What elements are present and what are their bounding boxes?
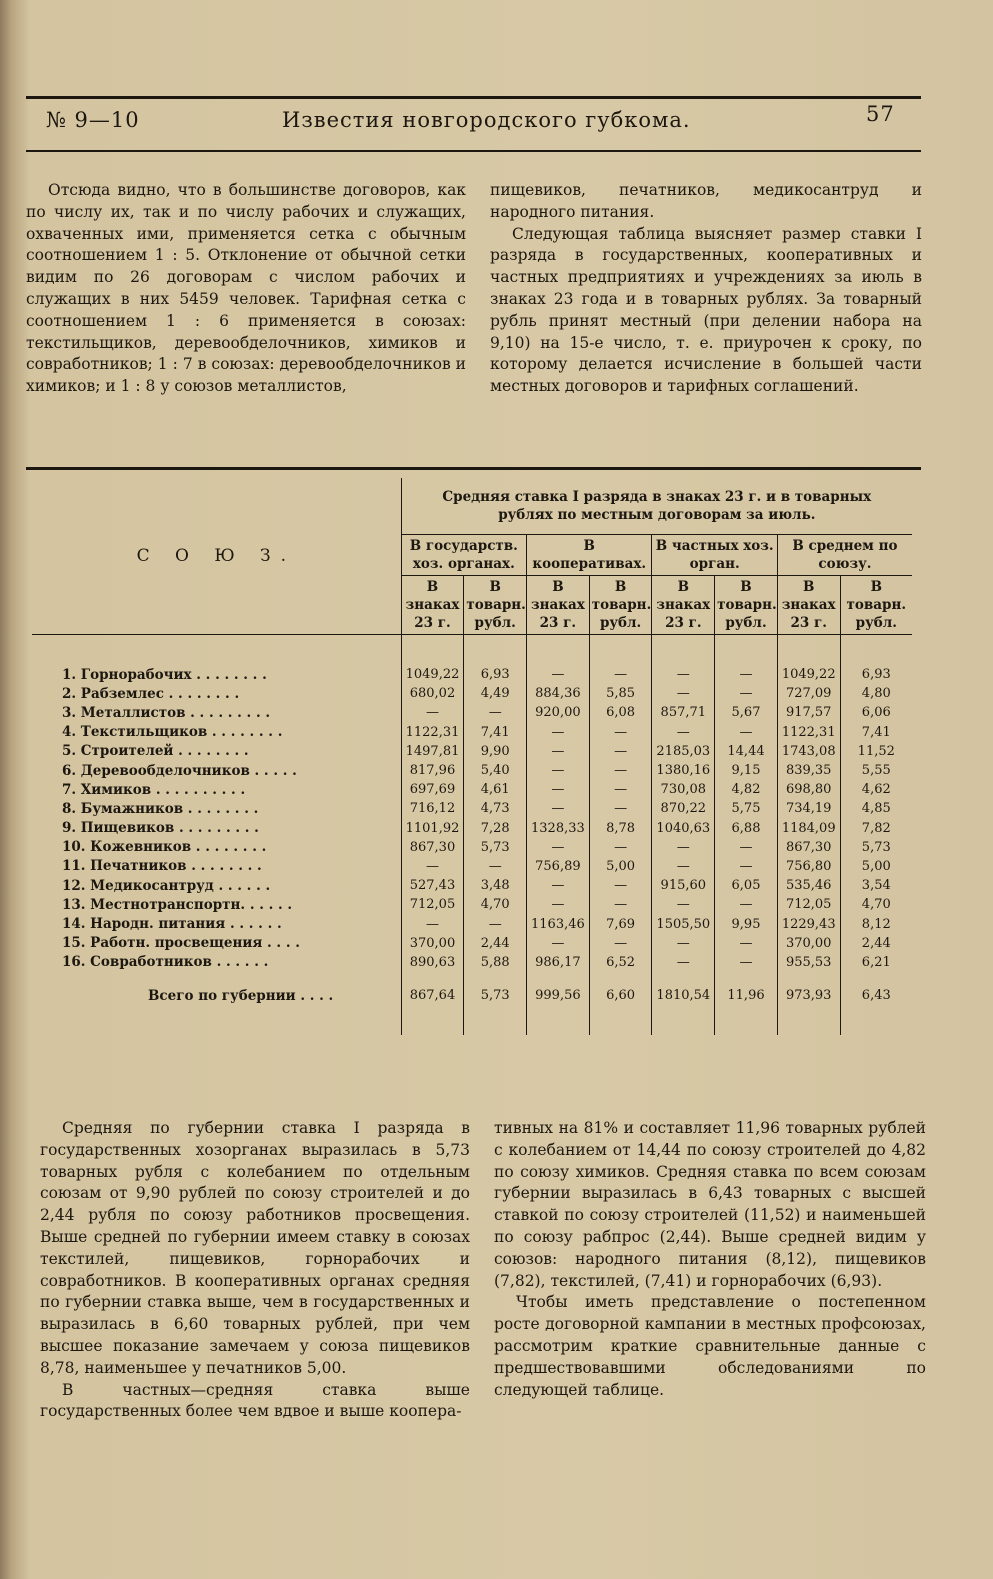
value-cell: —: [527, 799, 590, 818]
value-cell: 857,71: [652, 703, 715, 722]
sub-header-znaki: В знаках 23 г.: [527, 576, 590, 635]
value-cell: 870,22: [652, 799, 715, 818]
bottom-right-column: [494, 1118, 926, 1401]
value-cell: 5,55: [840, 761, 912, 780]
bottom-left-column: [40, 1118, 470, 1423]
value-cell: —: [715, 857, 778, 876]
table-row: [32, 761, 912, 780]
sub-header-rub: В товарн. рубл.: [464, 576, 527, 635]
value-cell: 5,00: [840, 857, 912, 876]
value-cell: 1743,08: [777, 742, 840, 761]
value-cell: 535,46: [777, 876, 840, 895]
value-cell: 867,64: [401, 972, 464, 1005]
value-cell: 4,70: [840, 895, 912, 914]
value-cell: 370,00: [777, 934, 840, 953]
table-row: [32, 742, 912, 761]
value-cell: 6,06: [840, 703, 912, 722]
issue-number: № 9—10: [46, 108, 140, 132]
page-title: Известия новгородского губкома.: [282, 108, 691, 132]
top-left-column: [26, 180, 466, 398]
value-cell: —: [527, 761, 590, 780]
value-cell: —: [589, 665, 652, 684]
value-cell: 884,36: [527, 684, 590, 703]
value-cell: —: [589, 895, 652, 914]
value-cell: 680,02: [401, 684, 464, 703]
table-row: [32, 838, 912, 857]
value-cell: 915,60: [652, 876, 715, 895]
union-name: 7. Химиков . . . . . . . . . .: [62, 781, 246, 798]
value-cell: 4,73: [464, 799, 527, 818]
value-cell: 730,08: [652, 780, 715, 799]
union-name: 6. Деревообделочников . . . . .: [62, 762, 297, 779]
value-cell: 5,73: [840, 838, 912, 857]
value-cell: 727,09: [777, 684, 840, 703]
table-row: [32, 934, 912, 953]
value-cell: 6,93: [464, 665, 527, 684]
value-cell: —: [589, 838, 652, 857]
value-cell: —: [715, 934, 778, 953]
value-cell: —: [527, 742, 590, 761]
value-cell: 2185,03: [652, 742, 715, 761]
value-cell: —: [527, 838, 590, 857]
value-cell: 8,78: [589, 819, 652, 838]
union-name: 8. Бумажников . . . . . . . .: [62, 800, 259, 817]
value-cell: 1229,43: [777, 914, 840, 933]
value-cell: 1810,54: [652, 972, 715, 1005]
value-cell: 9,90: [464, 742, 527, 761]
group-header-average: В среднем по союзу.: [777, 535, 912, 576]
sub-header-znaki: В знаках 23 г.: [777, 576, 840, 635]
value-cell: 1122,31: [401, 723, 464, 742]
value-cell: 817,96: [401, 761, 464, 780]
paragraph: тивных на 81% и составляет 11,96 товарных рублей с колебанием от 14,44 по союзу строителей до 4,82 по союзу химиков. Средняя ставка по всем союзам губернии выразилась в 6,43 товарных с высшей ставкой по союзу строителей (11,52) и наименьшей по союзу рабпрос (2,44). Выше средней видим у союзов: народного питания (8,12), пищевиков (7,82), текстилей, (7,41) и горнорабочих (6,93).: [494, 1119, 926, 1290]
union-name: 15. Работн. просвещения . . . .: [62, 935, 300, 952]
sub-header-rub: В товарн. рубл.: [840, 576, 912, 635]
value-cell: 716,12: [401, 799, 464, 818]
union-name: 13. Местнотранспортн. . . . . .: [62, 896, 293, 913]
value-cell: 6,05: [715, 876, 778, 895]
value-cell: 986,17: [527, 953, 590, 972]
union-name: 12. Медикосантруд . . . . . .: [62, 877, 271, 894]
value-cell: —: [527, 876, 590, 895]
value-cell: 4,61: [464, 780, 527, 799]
value-cell: 2,44: [464, 934, 527, 953]
value-cell: 9,15: [715, 761, 778, 780]
value-cell: 6,43: [840, 972, 912, 1005]
value-cell: 5,00: [589, 857, 652, 876]
paragraph: Средняя по губернии ставка I разряда в государственных хозорганах выразилась в 5,73 товарных рубля с колебанием по отдельным союзам от 9,90 рублей по союзу строителей и до 2,44 рубля по союзу работников просвещения. Выше средней по губернии имеем ставку в союзах текстилей, пищевиков, горнорабочих и совработников. В кооперативных органах средняя по губернии ставка выше, чем в государственных и выразилась в 6,60 товарных рублей, при чем высшее показание замечаем у союза пищевиков 8,78, наименьшее у печатников 5,00.: [40, 1119, 470, 1377]
paragraph: В частных—средняя ставка выше государственных более чем вдвое и выше коопера-: [40, 1380, 470, 1421]
value-cell: —: [464, 703, 527, 722]
paragraph: Чтобы иметь представление о постепенном росте договорной кампании в местных профсоюзах, рассмотрим краткие сравнительные данные с предшествовавшими обследованиями по следующей таблице.: [494, 1293, 926, 1399]
table-row: [32, 876, 912, 895]
value-cell: —: [401, 703, 464, 722]
col-union-header: С О Ю З.: [32, 478, 401, 635]
value-cell: —: [652, 838, 715, 857]
paragraph: Отсюда видно, что в большинстве договоров, как по числу их, так и по числу рабочих и служащих, охваченных ими, применяется сетка с обычным соотношением 1 : 5. Отклонение от обычной сетки видим по 26 договорам с числом рабочих и служащих в них 5459 человек. Тарифная сетка с соотношением 1 : 6 применяется в союзах: текстильщиков, деревообделочников, химиков и совработников; 1 : 7 в союзах: деревообделочников и химиков; и 1 : 8 у союзов металлистов,: [26, 181, 466, 396]
union-name: 10. Кожевников . . . . . . . .: [62, 839, 267, 856]
value-cell: —: [652, 665, 715, 684]
sub-header-znaki: В знаках 23 г.: [401, 576, 464, 635]
page-number: 57: [866, 102, 895, 126]
value-cell: 4,82: [715, 780, 778, 799]
value-cell: 1497,81: [401, 742, 464, 761]
value-cell: —: [715, 895, 778, 914]
value-cell: 4,49: [464, 684, 527, 703]
value-cell: —: [715, 665, 778, 684]
value-cell: 3,54: [840, 876, 912, 895]
value-cell: —: [527, 723, 590, 742]
value-cell: 5,67: [715, 703, 778, 722]
value-cell: —: [589, 761, 652, 780]
table-row: [32, 780, 912, 799]
value-cell: —: [527, 665, 590, 684]
value-cell: —: [589, 799, 652, 818]
value-cell: 867,30: [401, 838, 464, 857]
value-cell: 7,41: [840, 723, 912, 742]
union-name: 14. Народн. питания . . . . . .: [62, 916, 282, 933]
value-cell: —: [527, 895, 590, 914]
value-cell: 1184,09: [777, 819, 840, 838]
union-name: 2. Рабземлес . . . . . . . .: [62, 685, 240, 702]
value-cell: 1328,33: [527, 819, 590, 838]
value-cell: 5,73: [464, 838, 527, 857]
value-cell: 920,00: [527, 703, 590, 722]
value-cell: 5,88: [464, 953, 527, 972]
value-cell: 7,28: [464, 819, 527, 838]
paragraph: пищевиков, печатников, медикосантруд и народного питания.: [490, 181, 922, 221]
group-header-coop: В кооперативах.: [527, 535, 652, 576]
value-cell: —: [589, 876, 652, 895]
value-cell: —: [652, 857, 715, 876]
value-cell: —: [589, 780, 652, 799]
value-cell: 9,95: [715, 914, 778, 933]
value-cell: 1049,22: [777, 665, 840, 684]
table-row: [32, 819, 912, 838]
value-cell: —: [464, 914, 527, 933]
value-cell: 6,21: [840, 953, 912, 972]
value-cell: —: [527, 934, 590, 953]
sub-header-znaki: В знаках 23 г.: [652, 576, 715, 635]
value-cell: 14,44: [715, 742, 778, 761]
table-super-header: Средняя ставка I разряда в знаках 23 г. и в товарных рублях по местным договорам за июль.: [401, 478, 912, 535]
value-cell: —: [652, 895, 715, 914]
value-cell: 11,52: [840, 742, 912, 761]
value-cell: 1049,22: [401, 665, 464, 684]
union-name: 5. Строителей . . . . . . . .: [62, 743, 249, 760]
sub-header-rub: В товарн. рубл.: [715, 576, 778, 635]
table-body: [32, 635, 912, 1036]
value-cell: 6,88: [715, 819, 778, 838]
value-cell: 1505,50: [652, 914, 715, 933]
table-row: [32, 895, 912, 914]
union-name: 11. Печатников . . . . . . . .: [62, 858, 262, 875]
value-cell: —: [401, 914, 464, 933]
value-cell: —: [589, 723, 652, 742]
value-cell: —: [652, 934, 715, 953]
table-row: [32, 665, 912, 684]
value-cell: 5,40: [464, 761, 527, 780]
value-cell: —: [589, 742, 652, 761]
value-cell: 734,19: [777, 799, 840, 818]
value-cell: 999,56: [527, 972, 590, 1005]
table-rule-top: [26, 467, 921, 470]
top-right-column: [490, 180, 922, 398]
value-cell: —: [652, 723, 715, 742]
value-cell: 2,44: [840, 934, 912, 953]
value-cell: 1040,63: [652, 819, 715, 838]
union-name: 3. Металлистов . . . . . . . . .: [62, 704, 271, 721]
value-cell: 890,63: [401, 953, 464, 972]
table-row: [32, 799, 912, 818]
value-cell: —: [715, 838, 778, 857]
value-cell: 756,89: [527, 857, 590, 876]
value-cell: 698,80: [777, 780, 840, 799]
value-cell: 917,57: [777, 703, 840, 722]
value-cell: 6,08: [589, 703, 652, 722]
value-cell: 7,82: [840, 819, 912, 838]
header-rule-bottom: [26, 150, 921, 152]
value-cell: 5,73: [464, 972, 527, 1005]
value-cell: —: [401, 857, 464, 876]
value-cell: 697,69: [401, 780, 464, 799]
value-cell: 867,30: [777, 838, 840, 857]
value-cell: 4,80: [840, 684, 912, 703]
value-cell: 839,35: [777, 761, 840, 780]
value-cell: —: [464, 857, 527, 876]
value-cell: 1122,31: [777, 723, 840, 742]
value-cell: 527,43: [401, 876, 464, 895]
value-cell: 6,93: [840, 665, 912, 684]
value-cell: 7,41: [464, 723, 527, 742]
union-name: Всего по губернии . . . .: [148, 987, 334, 1004]
value-cell: 11,96: [715, 972, 778, 1005]
value-cell: 6,52: [589, 953, 652, 972]
value-cell: 4,62: [840, 780, 912, 799]
table-row: [32, 857, 912, 876]
table-total-row: [32, 972, 912, 1005]
value-cell: 8,12: [840, 914, 912, 933]
value-cell: —: [715, 723, 778, 742]
union-name: 1. Горнорабочих . . . . . . . .: [62, 666, 267, 683]
value-cell: —: [652, 684, 715, 703]
table-row: [32, 684, 912, 703]
value-cell: 712,05: [777, 895, 840, 914]
value-cell: 3,48: [464, 876, 527, 895]
group-header-private: В частных хоз. орган.: [652, 535, 777, 576]
table-row: [32, 914, 912, 933]
rates-table: [32, 478, 912, 1090]
value-cell: 1101,92: [401, 819, 464, 838]
union-name: 4. Текстильщиков . . . . . . . .: [62, 724, 283, 741]
table-row: [32, 723, 912, 742]
value-cell: —: [652, 953, 715, 972]
value-cell: —: [589, 934, 652, 953]
union-name: 16. Совработников . . . . . .: [62, 954, 269, 971]
sub-header-rub: В товарн. рубл.: [589, 576, 652, 635]
table-row: [32, 703, 912, 722]
value-cell: 973,93: [777, 972, 840, 1005]
value-cell: 6,60: [589, 972, 652, 1005]
value-cell: 756,80: [777, 857, 840, 876]
group-header-gov: В государств. хоз. органах.: [401, 535, 526, 576]
value-cell: 5,85: [589, 684, 652, 703]
value-cell: 712,05: [401, 895, 464, 914]
value-cell: —: [715, 684, 778, 703]
value-cell: 1163,46: [527, 914, 590, 933]
paragraph: Следующая таблица выясняет размер ставки I разряда в государственных, кооперативных и частных предприятиях и учреждениях за июль в знаках 23 года и в товарных рублях. За товарный рубль принят местный (при делении набора на 9,10) на 15-е число, т. е. приурочен к сроку, по которому делается исчисление в большей части местных договоров и тарифных соглашений.: [490, 224, 922, 396]
value-cell: —: [527, 780, 590, 799]
value-cell: 955,53: [777, 953, 840, 972]
header-rule-top: [26, 96, 921, 99]
value-cell: —: [715, 953, 778, 972]
value-cell: 4,85: [840, 799, 912, 818]
table-row: [32, 953, 912, 972]
value-cell: 370,00: [401, 934, 464, 953]
value-cell: 4,70: [464, 895, 527, 914]
value-cell: 5,75: [715, 799, 778, 818]
value-cell: 1380,16: [652, 761, 715, 780]
union-name: 9. Пищевиков . . . . . . . . .: [62, 820, 259, 837]
value-cell: 7,69: [589, 914, 652, 933]
